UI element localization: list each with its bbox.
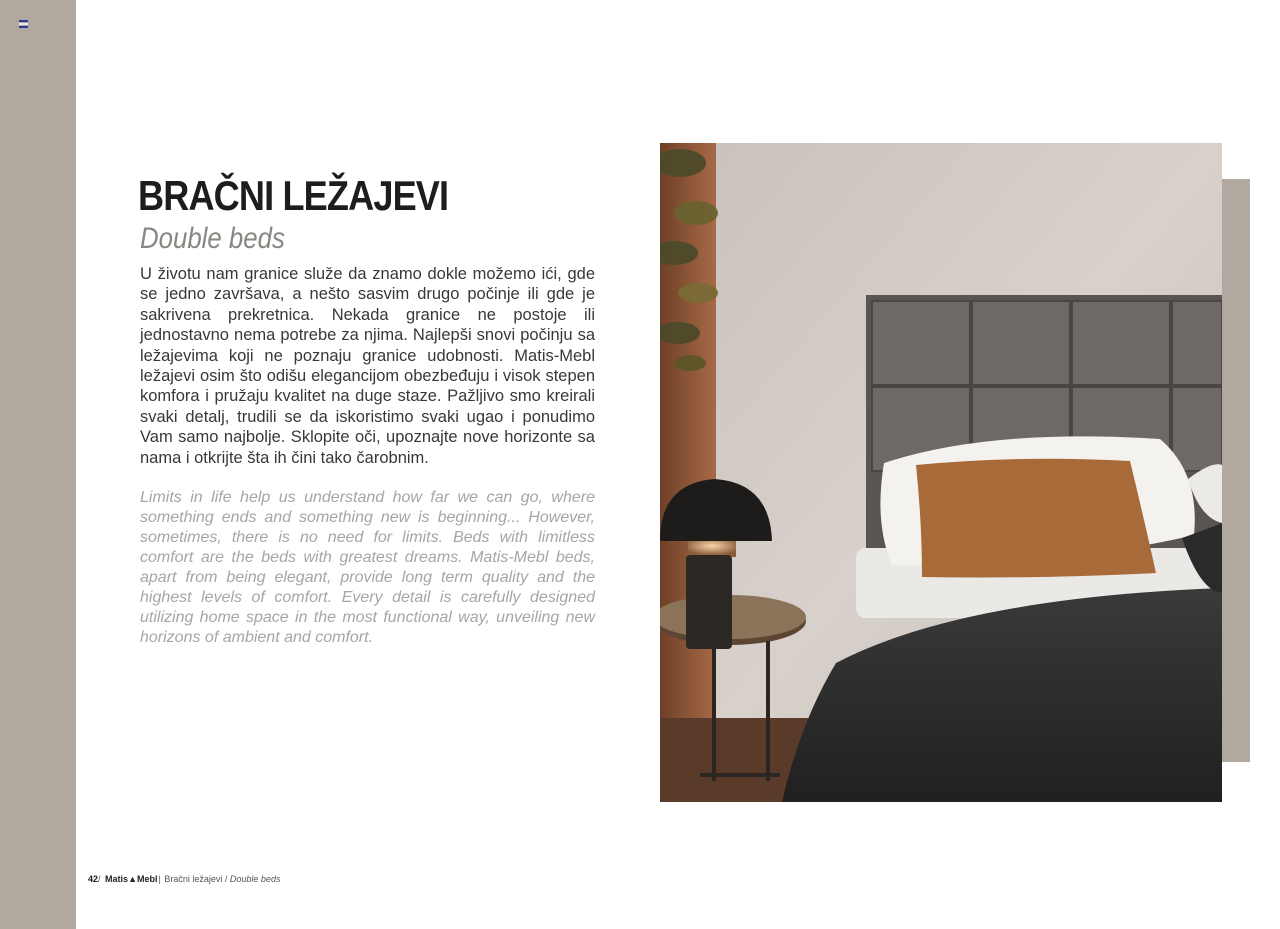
page-number: 42	[88, 874, 99, 884]
footer-separator: |	[158, 874, 161, 884]
footer-slash: /	[98, 874, 101, 884]
page-subtitle: Double beds	[140, 222, 285, 255]
footer-section-english: Double beds	[229, 874, 281, 884]
matis-mebl-logo-icon: Matis▲Mebl	[105, 874, 158, 884]
left-side-band	[0, 0, 76, 929]
footer-section-slash: /	[222, 874, 230, 884]
brand-name-a: Matis	[105, 874, 129, 884]
page-footer	[88, 874, 280, 884]
page-title: BRAČNI LEŽAJEVI	[138, 172, 449, 219]
footer-section-serbian: Bračni ležajevi	[164, 874, 223, 884]
menu-icon[interactable]	[19, 20, 28, 27]
double-bed-photo	[660, 143, 1222, 802]
description-serbian: U životu nam granice služe da znamo dokle možemo ići, gde se jedno završava, a nešto sasvim drugo počinje ili gde je sakrivena prekretnica. Nekada granice ne postoje ili jednostavno nema potrebe za njima. Najlepši snovi počinju sa ležajevima koji ne poznaju granice udobnosti. Matis-Mebl ležajevi osim što odišu elegancijom obezbeđuju i visok stepen komfora i pružaju kvalitet na duge staze. Pažljivo smo kreirali svaki detalj, trudili se da iskoristimo svaki ugao i ponudimo Vam samo najbolje. Sklopite oči, upoznajte nove horizonte sa nama i otkrijte šta ih čini tako čarobnim.	[140, 265, 595, 467]
description-english: Limits in life help us understand how far we can go, where something ends and something new is beginning... However, sometimes, there is no need for limits. Beds with limitless comfort are the beds with greatest dreams. Matis-Mebl beds, apart from being elegant, provide long term quality and the highest levels of comfort. Every detail is carefully designed utilizing home space in the most functional way, unveiling new horizons of ambient and comfort.	[140, 489, 595, 646]
brand-name-b: Mebl	[136, 874, 158, 884]
